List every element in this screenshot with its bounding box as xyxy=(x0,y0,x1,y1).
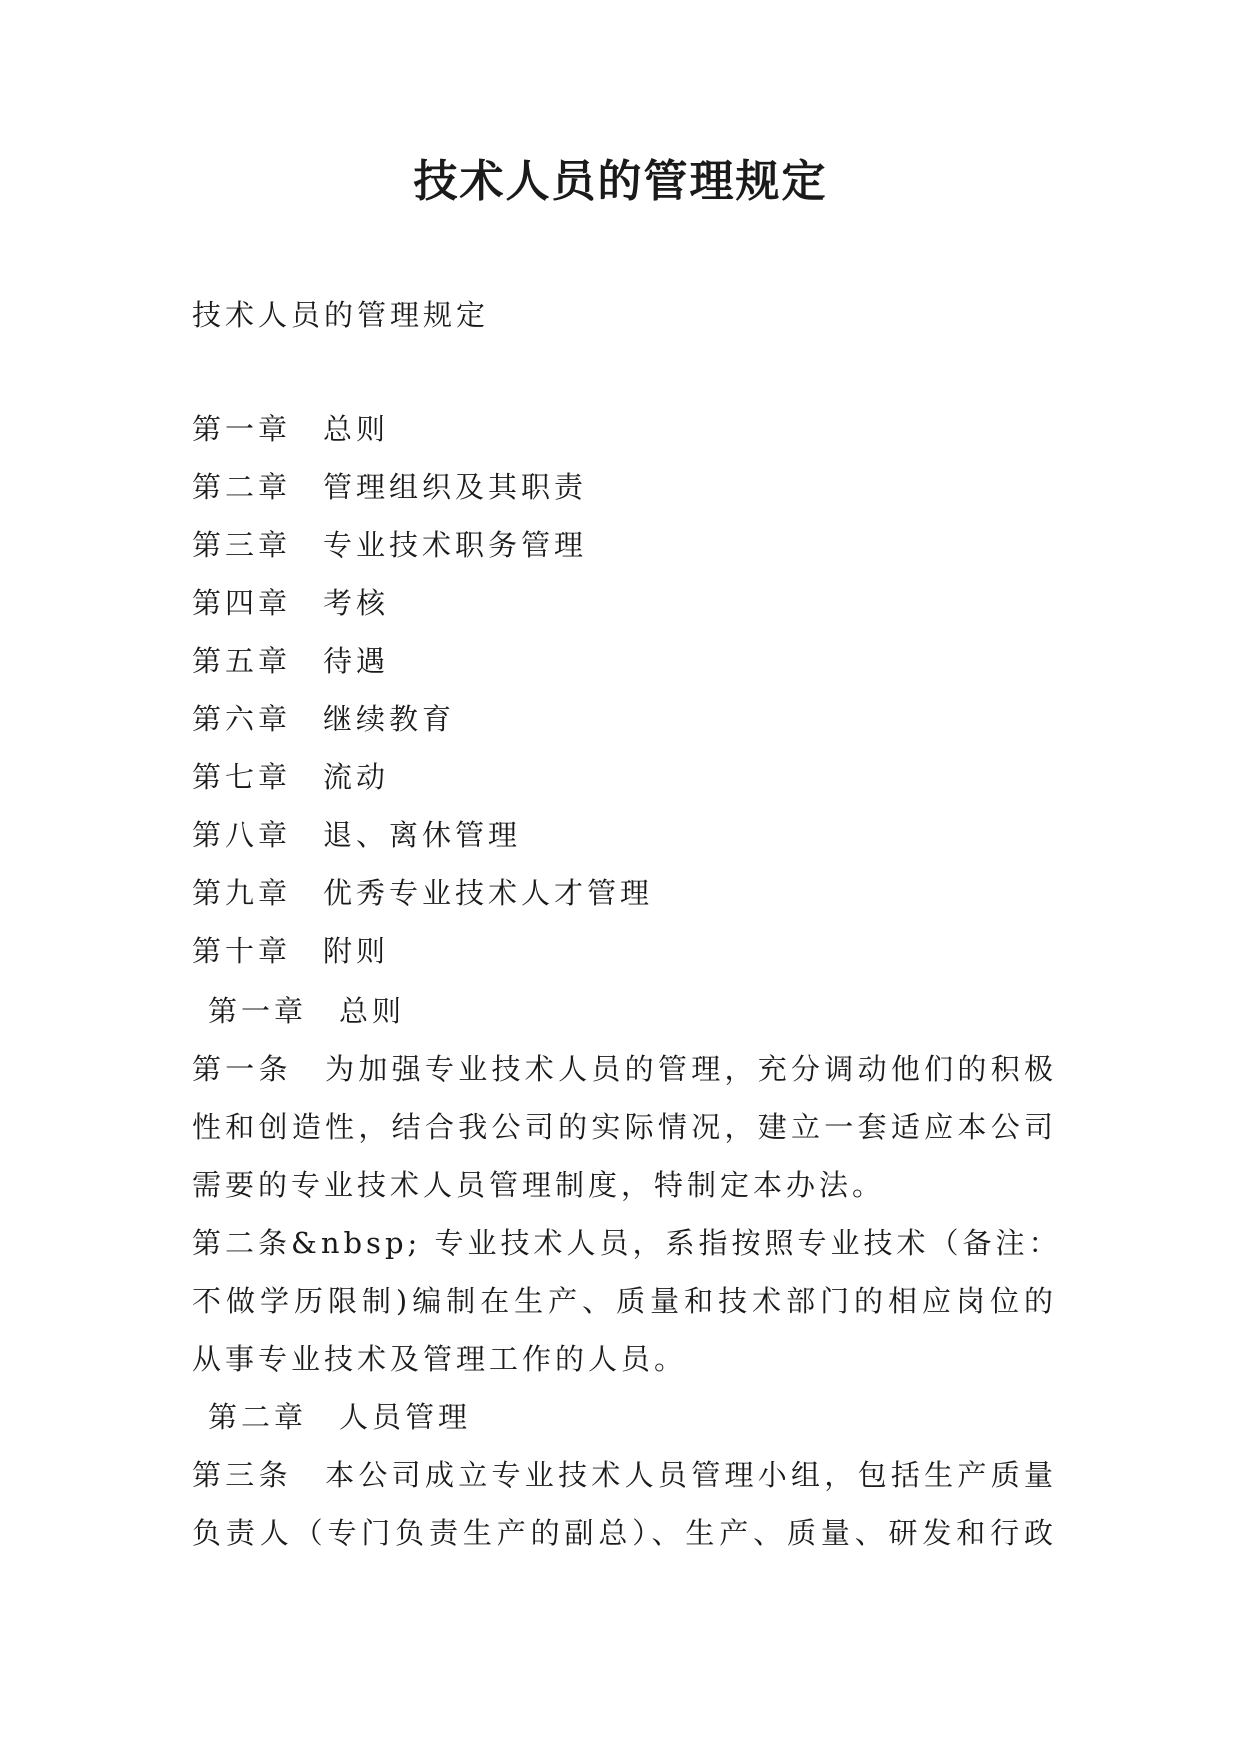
toc-chapter-number: 第十章 xyxy=(192,934,292,968)
toc-item xyxy=(192,574,1057,632)
document-title: 技术人员的管理规定 xyxy=(413,156,828,207)
toc-chapter-number: 第八章 xyxy=(192,818,292,852)
toc-chapter-name: 优秀专业技术人才管理 xyxy=(323,876,654,910)
document-subtitle: 技术人员的管理规定 xyxy=(192,298,490,332)
toc-chapter-name: 附则 xyxy=(323,934,390,968)
article-paragraph xyxy=(192,1040,1057,1214)
toc-item xyxy=(192,864,1057,922)
table-of-contents xyxy=(192,400,1057,980)
toc-chapter-name: 专业技术职务管理 xyxy=(323,528,588,562)
toc-chapter-number: 第五章 xyxy=(192,644,292,678)
toc-item xyxy=(192,400,1057,458)
toc-item xyxy=(192,748,1057,806)
paragraph-line: 第二条&nbsp; 专业技术人员，系指按照专业技术（备注： xyxy=(192,1226,1062,1260)
toc-chapter-number: 第六章 xyxy=(192,702,292,736)
toc-item xyxy=(192,922,1057,980)
toc-chapter-name: 考核 xyxy=(323,586,390,620)
paragraph-line: 负责人（专门负责生产的副总）、生产、质量、研发和行政 xyxy=(192,1516,1057,1550)
chapter-heading xyxy=(192,982,1057,1040)
toc-chapter-number: 第九章 xyxy=(192,876,292,910)
chapter-heading xyxy=(192,1388,1057,1446)
toc-chapter-name: 流动 xyxy=(323,760,390,794)
article-paragraph xyxy=(192,1214,1062,1388)
toc-chapter-number: 第三章 xyxy=(192,528,292,562)
toc-item xyxy=(192,806,1057,864)
article-paragraph xyxy=(192,1446,1057,1562)
toc-item xyxy=(192,516,1057,574)
paragraph-line: 需要的专业技术人员管理制度，特制定本办法。 xyxy=(192,1168,886,1202)
toc-chapter-name: 总则 xyxy=(323,412,390,446)
chapter-name: 人员管理 xyxy=(339,1400,472,1434)
paragraph-line: 第三条 本公司成立专业技术人员管理小组，包括生产质量 xyxy=(192,1458,1057,1492)
toc-chapter-number: 第二章 xyxy=(192,470,292,504)
toc-item xyxy=(192,632,1057,690)
toc-chapter-name: 退、离休管理 xyxy=(323,818,522,852)
document-body xyxy=(192,982,1062,1562)
paragraph-line: 不做学历限制)编制在生产、质量和技术部门的相应岗位的 xyxy=(192,1284,1057,1318)
chapter-number: 第二章 xyxy=(208,1400,308,1434)
toc-chapter-name: 管理组织及其职责 xyxy=(323,470,588,504)
chapter-name: 总则 xyxy=(339,994,406,1028)
toc-chapter-number: 第七章 xyxy=(192,760,292,794)
paragraph-line: 从事专业技术及管理工作的人员。 xyxy=(192,1342,688,1376)
toc-item xyxy=(192,458,1057,516)
toc-chapter-number: 第一章 xyxy=(192,412,292,446)
toc-item xyxy=(192,690,1057,748)
toc-chapter-name: 继续教育 xyxy=(323,702,456,736)
toc-chapter-name: 待遇 xyxy=(323,644,390,678)
toc-chapter-number: 第四章 xyxy=(192,586,292,620)
chapter-number: 第一章 xyxy=(208,994,308,1028)
paragraph-line: 第一条 为加强专业技术人员的管理，充分调动他们的积极 xyxy=(192,1052,1057,1086)
paragraph-line: 性和创造性，结合我公司的实际情况，建立一套适应本公司 xyxy=(192,1110,1057,1144)
